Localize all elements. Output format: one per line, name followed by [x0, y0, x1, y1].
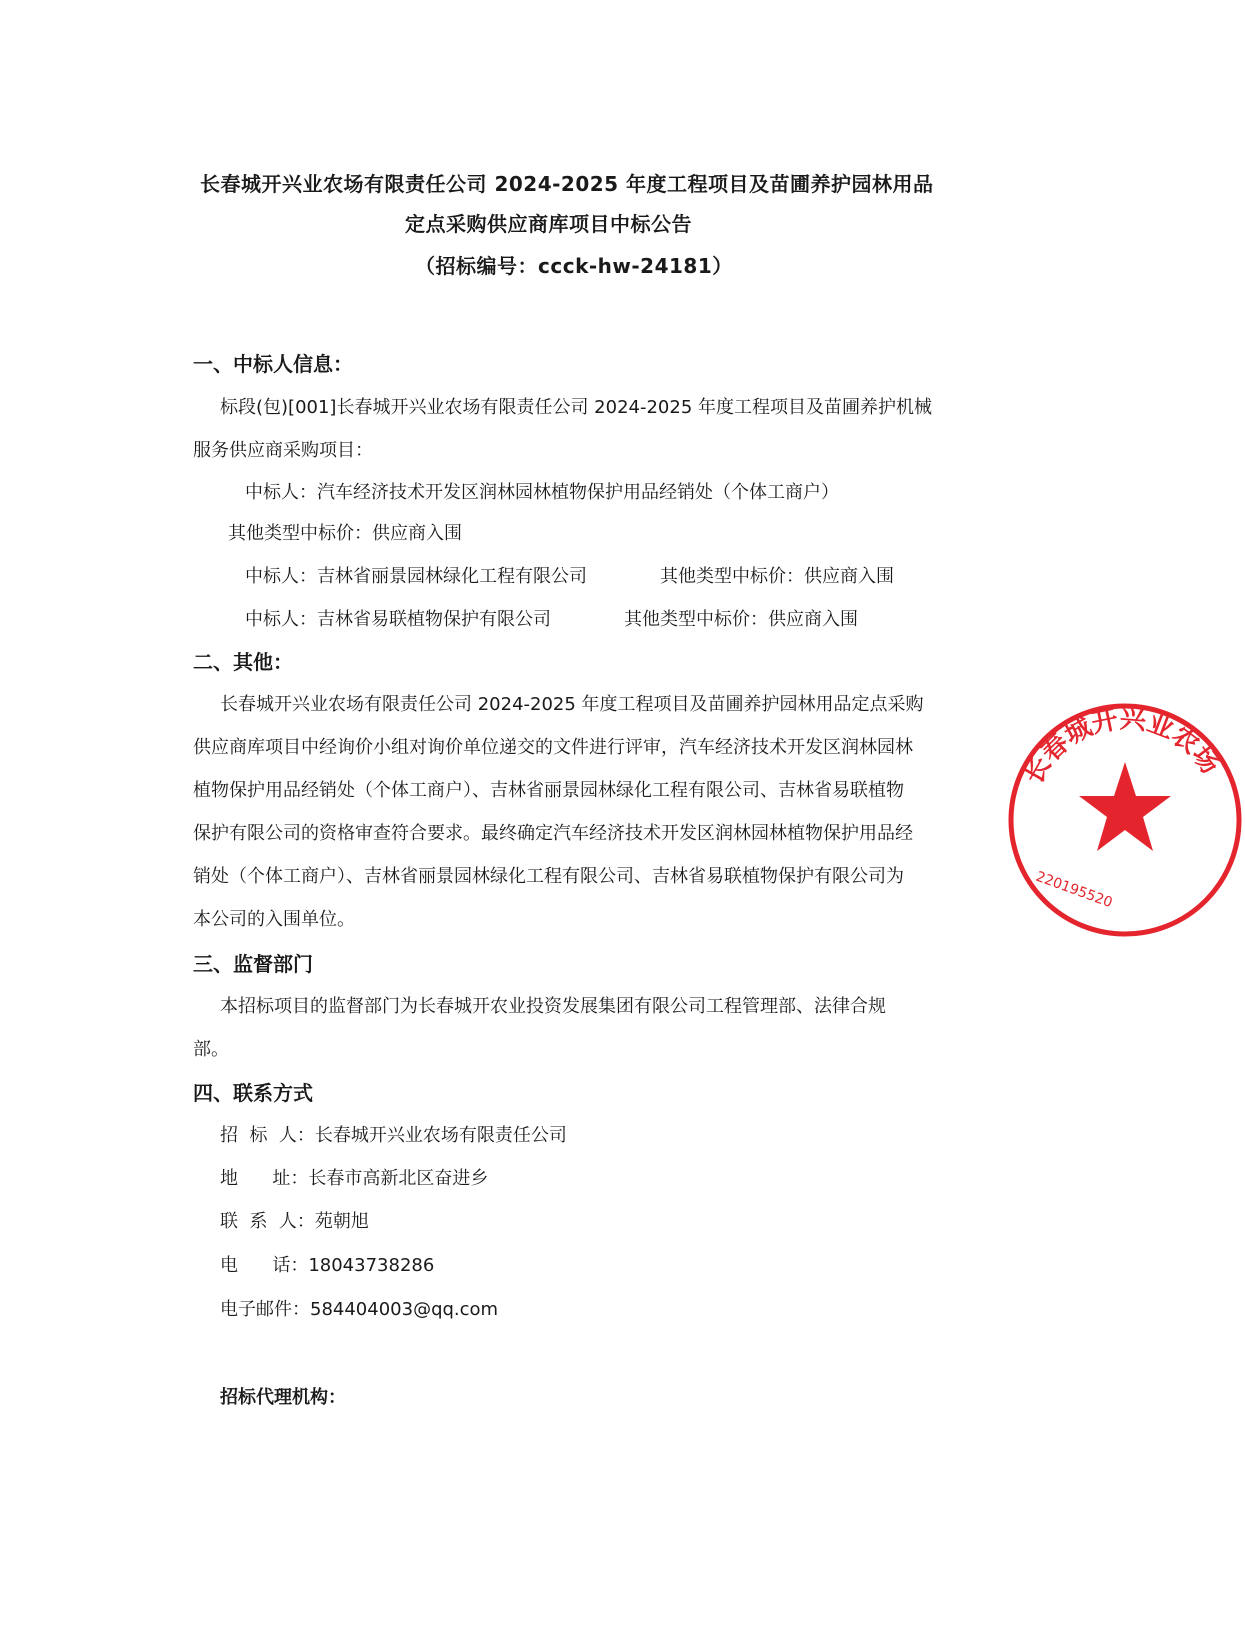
lot-line-1: 标段(包)[001]长春城开兴业农场有限责任公司 2024-2025 年度工程项目及苗圃养护机械: [220, 397, 932, 418]
seal-code: 220195520: [1033, 868, 1115, 912]
contact-address: 地 址：长春市高新北区奋进乡: [220, 1168, 489, 1189]
section2-paragraph-line: 供应商库项目中经询价小组对询价单位递交的文件进行评审，汽车经济技术开发区润林园林: [193, 737, 913, 758]
supervision-line-1: 本招标项目的监督部门为长春城开农业投资发展集团有限公司工程管理部、法律合规: [220, 996, 886, 1017]
contact-tenderer: 招 标 人：长春城开兴业农场有限责任公司: [220, 1125, 567, 1146]
supervision-line-2: 部。: [193, 1039, 229, 1060]
section1-heading: 一、中标人信息：: [193, 352, 353, 376]
contact-phone: 电 话：18043738286: [220, 1255, 435, 1276]
section2-paragraph-line: 销处（个体工商户）、吉林省丽景园林绿化工程有限公司、吉林省易联植物保护有限公司为: [193, 866, 904, 887]
contact-person: 联 系 人：苑朝旭: [220, 1211, 369, 1232]
tender-number: （招标编号：ccck-hw-24181）: [415, 254, 733, 278]
winner-3-price: 其他类型中标价：供应商入围: [624, 609, 858, 630]
section2-paragraph-line: 本公司的入围单位。: [193, 909, 355, 930]
agency-label: 招标代理机构：: [220, 1387, 346, 1408]
winner-2-price: 其他类型中标价：供应商入围: [660, 566, 894, 587]
title-line-2: 定点采购供应商库项目中标公告: [405, 212, 692, 236]
winner-1-price: 其他类型中标价：供应商入围: [228, 523, 462, 544]
lot-line-2: 服务供应商采购项目：: [193, 440, 373, 461]
section2-paragraph-line: 长春城开兴业农场有限责任公司 2024-2025 年度工程项目及苗圃养护园林用品定点采购: [220, 694, 924, 715]
section2-heading: 二、其他：: [193, 650, 293, 674]
official-seal: [1005, 700, 1245, 940]
winner-1: 中标人：汽车经济技术开发区润林园林植物保护用品经销处（个体工商户）: [245, 482, 839, 503]
winner-2: 中标人：吉林省丽景园林绿化工程有限公司: [245, 566, 587, 587]
section2-paragraph-line: 保护有限公司的资格审查符合要求。最终确定汽车经济技术开发区润林园林植物保护用品经: [193, 823, 913, 844]
section4-heading: 四、联系方式: [193, 1081, 313, 1105]
winner-3: 中标人：吉林省易联植物保护有限公司: [245, 609, 551, 630]
section3-heading: 三、监督部门: [193, 952, 313, 976]
seal-star-icon: [1079, 762, 1171, 851]
section2-paragraph-line: 植物保护用品经销处（个体工商户）、吉林省丽景园林绿化工程有限公司、吉林省易联植物: [193, 780, 904, 801]
contact-email: 电子邮件：584404003@qq.com: [220, 1299, 499, 1320]
title-line-1: 长春城开兴业农场有限责任公司 2024-2025 年度工程项目及苗圃养护园林用品: [200, 172, 934, 196]
seal-arc-text: 长春城开兴业农场: [1018, 704, 1225, 790]
